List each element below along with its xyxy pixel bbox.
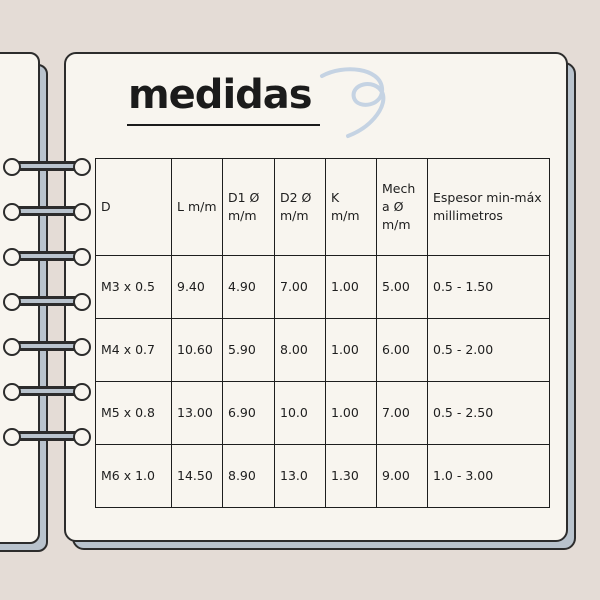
- table-cell: 8.00: [275, 319, 326, 382]
- table-cell: 10.0: [275, 382, 326, 445]
- binder-ring: [10, 341, 84, 351]
- table-cell: 13.0: [275, 445, 326, 508]
- table-cell: 0.5 - 1.50: [428, 256, 550, 319]
- table-cell: M4 x 0.7: [96, 319, 172, 382]
- column-header: Espesor min-máx millimetros: [428, 159, 550, 256]
- table-cell: 1.0 - 3.00: [428, 445, 550, 508]
- table-cell: 8.90: [223, 445, 275, 508]
- binder-ring: [10, 251, 84, 261]
- table-cell: M6 x 1.0: [96, 445, 172, 508]
- table-cell: 0.5 - 2.00: [428, 319, 550, 382]
- table-cell: 1.30: [326, 445, 377, 508]
- binder-ring: [10, 296, 84, 306]
- table-row: [96, 256, 550, 319]
- column-header: D1 Ø m/m: [223, 159, 275, 256]
- table-cell: 7.00: [377, 382, 428, 445]
- binder-ring: [10, 206, 84, 216]
- column-header: L m/m: [172, 159, 223, 256]
- table-row: [96, 445, 550, 508]
- binder-ring: [10, 161, 84, 171]
- table-cell: 5.90: [223, 319, 275, 382]
- column-header: D2 Ø m/m: [275, 159, 326, 256]
- measurements-table: [95, 158, 550, 508]
- table-cell: 0.5 - 2.50: [428, 382, 550, 445]
- table-cell: 1.00: [326, 382, 377, 445]
- table-row: [96, 319, 550, 382]
- table-cell: 7.00: [275, 256, 326, 319]
- title-underline: [127, 124, 320, 126]
- table-cell: 13.00: [172, 382, 223, 445]
- table-cell: 5.00: [377, 256, 428, 319]
- table-header-row: [96, 159, 550, 256]
- column-header: D: [96, 159, 172, 256]
- table-row: [96, 382, 550, 445]
- table-cell: 1.00: [326, 256, 377, 319]
- table-cell: 9.40: [172, 256, 223, 319]
- page-title: medidas: [128, 72, 312, 118]
- table-cell: 9.00: [377, 445, 428, 508]
- table-cell: 4.90: [223, 256, 275, 319]
- table-cell: 6.90: [223, 382, 275, 445]
- table-cell: 10.60: [172, 319, 223, 382]
- table-cell: M3 x 0.5: [96, 256, 172, 319]
- table-cell: 6.00: [377, 319, 428, 382]
- table-cell: 14.50: [172, 445, 223, 508]
- column-header: Mech a Ø m/m: [377, 159, 428, 256]
- binder-ring: [10, 431, 84, 441]
- table-cell: 1.00: [326, 319, 377, 382]
- binder-ring: [10, 386, 84, 396]
- column-header: K m/m: [326, 159, 377, 256]
- table-cell: M5 x 0.8: [96, 382, 172, 445]
- swirl-decoration: [318, 64, 398, 144]
